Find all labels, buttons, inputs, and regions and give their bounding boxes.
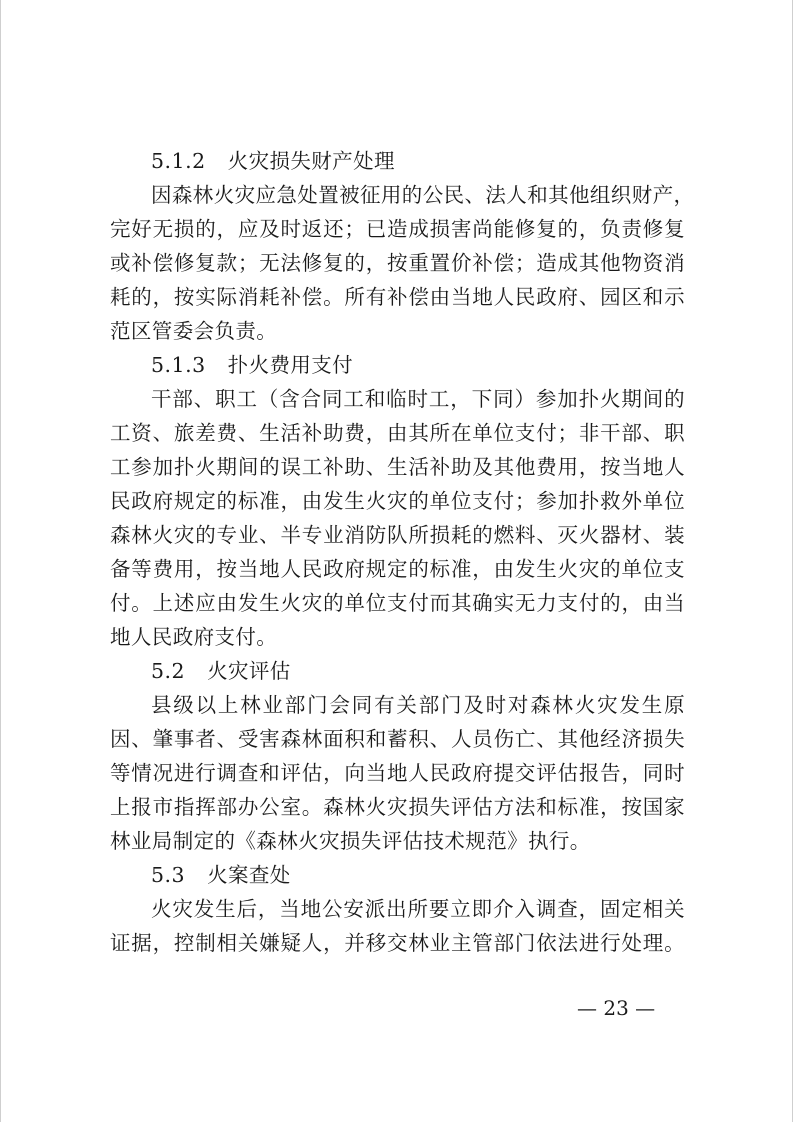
paragraph-line: 证据，控制相关嫌疑人，并移交林业主管部门依法进行处理。 [110,931,685,955]
paragraph-fire-assessment [110,688,685,858]
paragraph-property-handling [110,178,695,348]
section-number: 5.2 [151,659,186,683]
section-heading-5-1-3 [110,348,685,382]
paragraph-line: 因、肇事者、受害森林面积和蓄积、人员伤亡、其他经济损失 [110,727,685,751]
paragraph-line: 工资、旅差费、生活补助费，由其所在单位支付；非干部、职 [110,421,685,445]
section-number: 5.1.2 [151,149,206,173]
body-text [110,144,695,960]
section-heading-5-3 [110,858,685,892]
paragraph-line: 或补偿修复款；无法修复的，按重置价补偿；造成其他物资消 [110,251,685,275]
paragraph-line: 范区管委会负责。 [110,319,278,343]
section-title: 火灾损失财产处理 [227,149,395,173]
paragraph-line: 地人民政府支付。 [110,625,278,649]
paragraph-line: 完好无损的，应及时返还；已造成损害尚能修复的，负责修复 [110,217,685,241]
paragraph-line: 森林火灾的专业、半专业消防队所损耗的燃料、灭火器材、装 [110,523,685,547]
paragraph-line: 等情况进行调查和评估，向当地人民政府提交评估报告，同时 [110,761,685,785]
paragraph-fire-case-investigation [110,892,685,960]
paragraph-line: 因森林火灾应急处置被征用的公民、法人和其他组织财产， [151,183,695,207]
section-heading-5-1-2 [110,144,685,178]
paragraph-line: 火灾发生后，当地公安派出所要立即介入调查，固定相关 [151,897,685,921]
paragraph-firefighting-costs [110,382,685,654]
page-edge-left [0,0,1,1122]
page-number: — 23 — [577,996,656,1020]
paragraph-line: 付。上述应由发生火灾的单位支付而其确实无力支付的，由当 [110,591,685,615]
section-title: 火案查处 [207,863,291,887]
section-number: 5.1.3 [151,353,206,377]
paragraph-line: 县级以上林业部门会同有关部门及时对森林火灾发生原 [151,693,685,717]
paragraph-line: 备等费用，按当地人民政府规定的标准，由发生火灾的单位支 [110,557,685,581]
paragraph-line: 工参加扑火期间的误工补助、生活补助及其他费用，按当地人 [110,455,685,479]
section-title: 扑火费用支付 [227,353,354,377]
paragraph-line: 民政府规定的标准，由发生火灾的单位支付；参加扑救外单位 [110,489,685,513]
section-number: 5.3 [151,863,186,887]
paragraph-line: 耗的，按实际消耗补偿。所有补偿由当地人民政府、园区和示 [110,285,685,309]
paragraph-line: 干部、职工（含合同工和临时工，下同）参加扑火期间的 [151,387,685,411]
paragraph-line: 林业局制定的《森林火灾损失评估技术规范》执行。 [110,829,591,853]
section-title: 火灾评估 [207,659,291,683]
section-heading-5-2 [110,654,685,688]
paragraph-line: 上报市指挥部办公室。森林火灾损失评估方法和标准，按国家 [110,795,685,819]
